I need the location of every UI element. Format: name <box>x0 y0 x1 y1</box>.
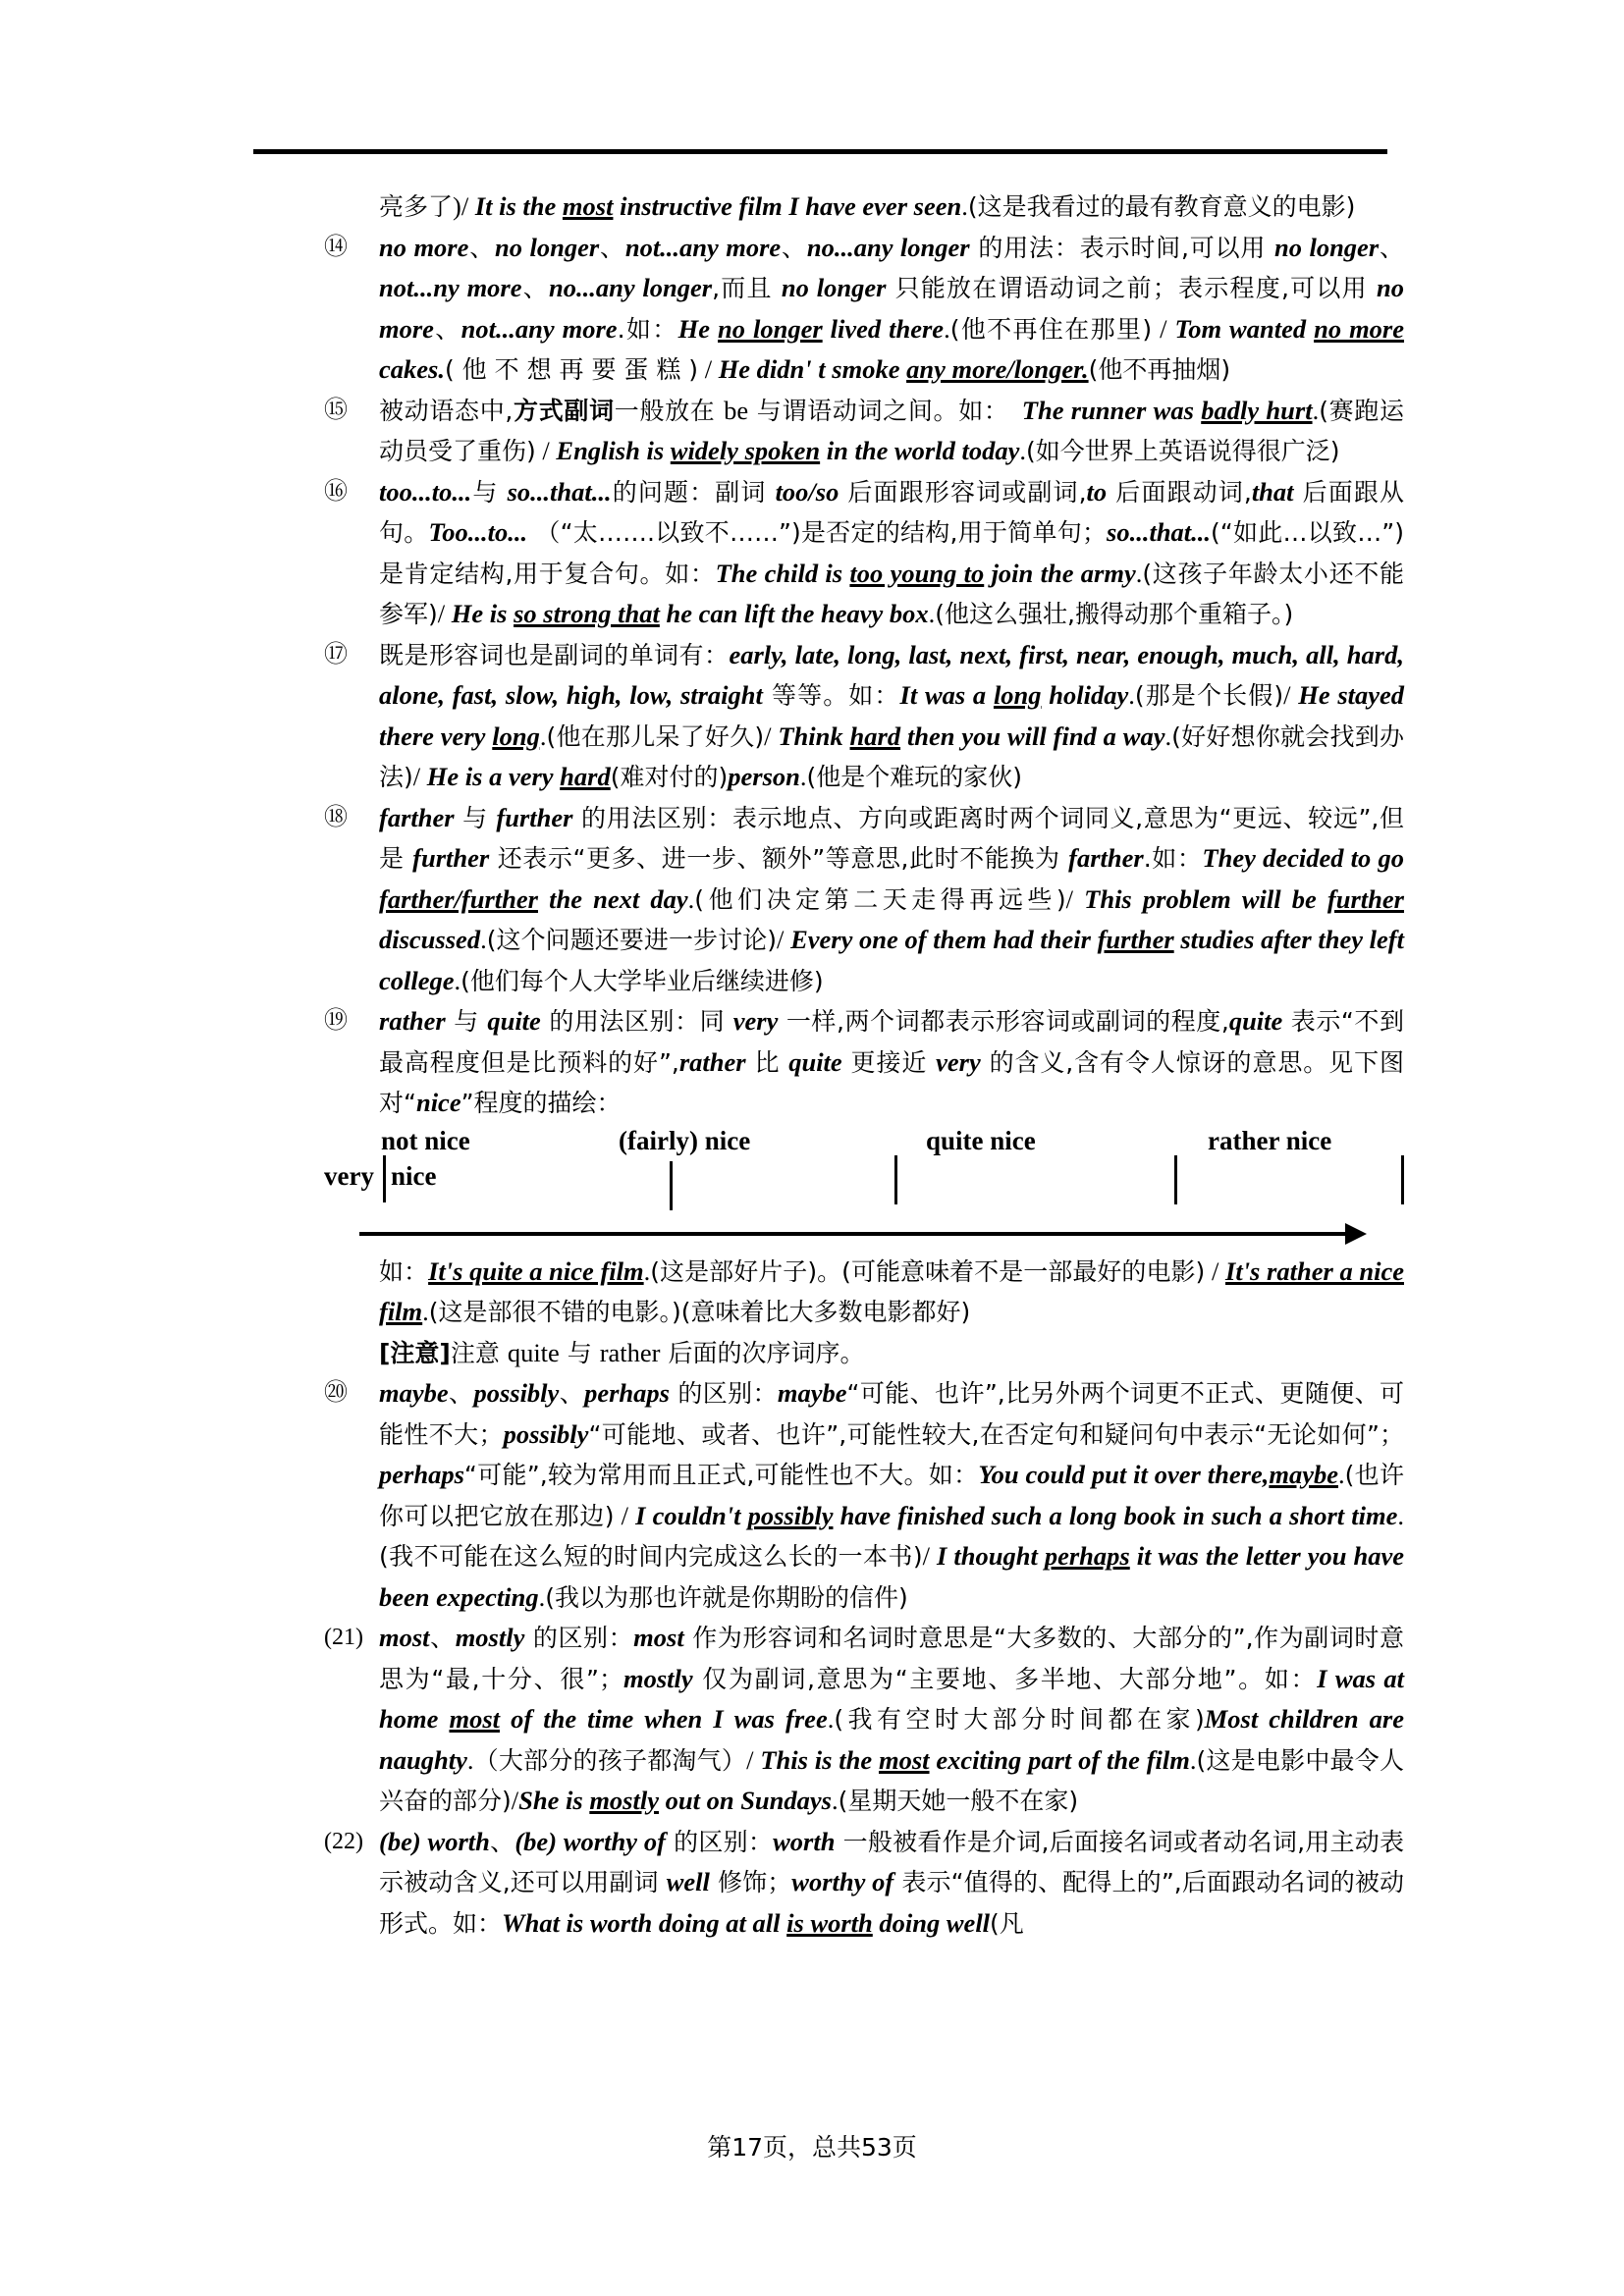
emphasis-underlined-text: most <box>449 1704 500 1734</box>
inline-text: (be) worthy of <box>514 1826 666 1856</box>
inline-text: (我以为那也许就是你期盼的信件) <box>545 1582 908 1612</box>
inline-text: （大部分的孩子都淘气） <box>473 1745 747 1775</box>
inline-text: no more <box>379 232 469 262</box>
inline-text: He is <box>451 599 514 628</box>
inline-text: She is <box>518 1786 590 1815</box>
inline-text: have finished such a long book in such a short time <box>833 1500 1398 1530</box>
inline-text: ”程度的描绘： <box>460 1089 622 1117</box>
inline-text: (“如此…以致…”)是肯定结构,用于复合句。如： <box>379 518 1404 588</box>
inline-text: / <box>412 762 427 791</box>
inline-text: (他是个难玩的家伙) <box>806 763 1023 791</box>
inline-text: / <box>764 721 779 751</box>
inline-text: so...that... <box>1107 517 1212 547</box>
inline-text: . <box>538 1581 546 1612</box>
inline-text: (这孩子年龄太小还不能参军) <box>379 559 1404 628</box>
inline-text: person <box>728 762 800 791</box>
document-body <box>324 187 1404 1944</box>
inline-text: it was the letter you have been expecting <box>379 1541 1404 1612</box>
inline-text: early, late, long, last, next, first, near, enough, much, all, hard, alone, fast, slow, high, low, straight <box>379 639 1404 710</box>
inline-text: 如： <box>379 1256 429 1286</box>
inline-text: .如： <box>617 314 678 344</box>
inline-text: cakes. <box>379 354 445 384</box>
emphasis-underlined-text: long <box>492 721 540 751</box>
inline-text: studies after they left college <box>379 925 1404 995</box>
inline-text: . <box>1312 395 1320 425</box>
emphasis-underlined-text: badly hurt <box>1201 395 1313 425</box>
paragraph <box>324 472 1404 635</box>
inline-text: (这个问题还要进一步讨论) <box>486 926 778 954</box>
emphasis-underlined-text: long <box>993 680 1042 710</box>
inline-text: 还表示“更多、进一步、额外”等意思,此时不能换为 <box>489 844 1069 873</box>
emphasis-underlined-text: It's rather a nice film <box>379 1255 1404 1326</box>
inline-text: 更接近 <box>841 1047 937 1077</box>
inline-text: He stayed there very <box>379 680 1405 751</box>
inline-text: What is worth doing at all <box>502 1907 787 1938</box>
inline-text: 的问题：副词 <box>611 477 776 507</box>
list-item-marker: ⑭ <box>324 234 348 260</box>
inline-text: 与谓语动词之间。如： <box>748 396 1022 425</box>
inline-text: (如今世界上英语说得很广泛) <box>1025 437 1340 465</box>
inline-text: He <box>677 313 718 344</box>
inline-text: (他们决定第二天走得再远些) <box>694 884 1066 914</box>
inline-text: very <box>732 1006 779 1036</box>
inline-text: . <box>466 1744 474 1775</box>
inline-text: 的用法：表示时间,可以用 <box>969 233 1275 262</box>
inline-text: 的区别： <box>670 1379 778 1408</box>
inline-text: 注意 <box>450 1338 508 1367</box>
inline-text: You could put it over there, <box>978 1460 1270 1489</box>
inline-text: 表示“值得的、配得上的”,后面跟动名词的被动形式。如： <box>379 1868 1404 1938</box>
inline-text: 一样,两个词都表示形容词或副词的程度, <box>778 1007 1229 1036</box>
inline-text: . <box>1128 680 1135 710</box>
inline-text: perhaps <box>584 1378 670 1408</box>
inline-text: nice <box>415 1088 461 1117</box>
inline-text: 、 <box>781 233 807 262</box>
inline-text: 既是形容词也是副词的单词有： <box>379 640 730 669</box>
inline-text: He is a very <box>426 762 561 791</box>
inline-text: . <box>687 883 695 914</box>
paragraph <box>324 1001 1404 1124</box>
inline-text: [注意] <box>379 1338 451 1367</box>
inline-text: be <box>724 395 749 425</box>
inline-text: （“太…….以致不……”)是否定的结构,用于简单句； <box>527 518 1108 547</box>
scale-tick-mark <box>383 1155 386 1202</box>
inline-text: 、 <box>489 1827 515 1856</box>
inline-text: 与 <box>445 1007 488 1036</box>
inline-text: 与 <box>471 477 508 507</box>
inline-text: further <box>496 802 573 832</box>
inline-text: rather <box>599 1337 661 1367</box>
scale-label: not nice <box>381 1125 470 1155</box>
inline-text: (be) worth <box>379 1826 490 1856</box>
emphasis-underlined-text: maybe <box>1269 1460 1338 1489</box>
list-item-marker: ⑰ <box>324 641 348 667</box>
inline-text: I couldn't <box>635 1500 748 1530</box>
emphasis-underlined-text: most <box>878 1744 930 1775</box>
inline-text: This problem will be <box>1084 883 1327 914</box>
inline-text: quite <box>1228 1006 1283 1036</box>
emphasis-underlined-text: any more/longer. <box>906 354 1089 384</box>
inline-text: instructive film I have ever seen <box>613 191 962 221</box>
inline-text: Every one of them had their <box>790 925 1098 954</box>
inline-text: 后面跟从句。 <box>379 477 1404 547</box>
inline-text: . <box>454 965 461 995</box>
inline-text: 、 <box>599 233 625 262</box>
inline-text: . <box>539 721 547 751</box>
inline-text: (好好想你就会找到办法) <box>379 721 1404 791</box>
inline-text: (星期天她一般不在家) <box>838 1787 1079 1815</box>
inline-text: 与 <box>454 803 497 832</box>
inline-text: “可能、也许”,比另外两个词更不正式、更随便、可能性不大； <box>379 1379 1404 1449</box>
inline-text: . <box>1019 436 1026 465</box>
scale-tick-mark <box>670 1161 673 1210</box>
emphasis-underlined-text: It's quite a nice film <box>428 1255 644 1286</box>
list-item-marker: ⑯ <box>324 478 348 505</box>
paragraph <box>324 1822 1404 1945</box>
inline-text: ( 他 不 想 再 要 蛋 糕 ) <box>444 355 699 384</box>
scale-label: rather nice <box>1208 1125 1332 1155</box>
emphasis-underlined-text: widely spoken <box>670 436 821 465</box>
inline-text: 的用法区别：表示地点、方向或距离时两个词同义,意思为“更远、较远”,但是 <box>379 803 1404 873</box>
emphasis-underlined-text: most <box>562 191 614 221</box>
scale-label: (fairly) nice <box>619 1125 751 1155</box>
inline-text: (我有空时大部分时间都在家) <box>834 1705 1205 1734</box>
inline-text: 作为形容词和名词时意思是“大多数的、大部分的”,作为副词时意思为“最,十分、很”； <box>379 1624 1404 1693</box>
inline-text: 、 <box>468 233 496 262</box>
inline-text: Think <box>778 721 850 751</box>
inline-text: . <box>643 1255 651 1286</box>
inline-text: 、 <box>429 1624 456 1652</box>
inline-text: . <box>1397 1500 1404 1530</box>
emphasis-underlined-text: possibly <box>747 1500 834 1530</box>
inline-text: . <box>1338 1460 1345 1489</box>
nice-degree-scale-diagram <box>324 1126 1404 1252</box>
paragraph <box>324 228 1404 391</box>
inline-text: / <box>777 925 791 954</box>
inline-text: / <box>437 599 452 628</box>
inline-text: not...ny more <box>379 273 522 302</box>
inline-text: English is <box>556 436 671 465</box>
inline-text: 一般放在 <box>614 396 725 425</box>
list-item-marker: (22) <box>324 1828 363 1854</box>
inline-text: no...any longer <box>548 273 713 302</box>
inline-text: 、 <box>448 1379 474 1408</box>
inline-text: (这是部很不错的电影。)(意味着比大多数电影都好) <box>428 1298 971 1326</box>
inline-text: mostly <box>455 1623 525 1652</box>
inline-text: so...that... <box>507 476 612 507</box>
paragraph <box>324 1333 1404 1374</box>
inline-text: “可能”,较为常用而且正式,可能性也不大。如： <box>463 1461 979 1489</box>
inline-text: 的区别： <box>524 1624 634 1652</box>
inline-text: not...any more <box>460 313 618 344</box>
inline-text: no longer <box>495 232 600 262</box>
inline-text: . <box>422 1297 429 1326</box>
list-item-marker: (21) <box>324 1625 363 1650</box>
inline-text: (他们每个人大学毕业后继续进修) <box>460 966 824 995</box>
scale-tick-mark <box>894 1155 897 1204</box>
inline-text: . <box>944 313 950 344</box>
inline-text: (也许你可以把它放在那边) <box>379 1461 1404 1530</box>
inline-text: 比 <box>745 1047 789 1077</box>
inline-text: 、 <box>1379 233 1404 262</box>
inline-text: 后面跟形容词或副词, <box>839 477 1087 507</box>
inline-text: (这是我看过的最有教育意义的电影) <box>967 192 1356 221</box>
inline-text: 亮多了 <box>379 192 454 221</box>
inline-text: 修饰； <box>709 1868 792 1896</box>
inline-text: out on Sundays <box>658 1786 832 1815</box>
inline-text: 后面的次序词序。 <box>660 1338 865 1367</box>
inline-text: 后面跟动词, <box>1107 477 1252 507</box>
inline-text: most <box>633 1623 684 1652</box>
inline-text: / <box>511 1786 519 1815</box>
inline-text: very <box>936 1046 981 1077</box>
emphasis-underlined-text: perhaps <box>1044 1541 1130 1571</box>
inline-text: The runner was <box>1021 395 1202 425</box>
inline-text: further <box>412 843 490 873</box>
inline-text: (他在那儿呆了好久) <box>546 721 765 751</box>
list-item-marker: ⑱ <box>324 804 348 830</box>
inline-text: maybe <box>777 1378 847 1408</box>
inline-text: It was a <box>899 680 994 710</box>
inline-text: in the world today <box>820 436 1020 465</box>
inline-text: I thought <box>937 1541 1045 1571</box>
inline-text: (赛跑运动员受了重伤) <box>379 396 1404 465</box>
inline-text: (凡 <box>990 1908 1024 1938</box>
inline-text: .如： <box>1143 844 1203 873</box>
inline-text: 一般被看作是介词,后面接名词或者动名词,用主动表示被动含义,还可以用副词 <box>379 1827 1405 1896</box>
inline-text: farther <box>1068 843 1144 873</box>
paragraph <box>324 1373 1404 1618</box>
emphasis-underlined-text: hard <box>560 762 611 791</box>
inline-text: the next day <box>537 883 688 914</box>
inline-text: that <box>1251 476 1294 507</box>
inline-text: / <box>1065 883 1085 914</box>
inline-text: . <box>799 762 807 791</box>
emphasis-underlined-text: no longer <box>718 313 823 344</box>
scale-axis-line <box>359 1232 1353 1236</box>
inline-text: It is the <box>474 191 563 221</box>
inline-text: / <box>1152 313 1175 344</box>
list-item-marker: ⑲ <box>324 1008 348 1034</box>
inline-text: / <box>698 354 719 384</box>
emphasis-underlined-text: further <box>1326 883 1404 914</box>
inline-text: maybe <box>379 1378 449 1408</box>
scale-tick-mark <box>1401 1155 1404 1204</box>
emphasis-underlined-text: so strong that <box>514 599 660 628</box>
inline-text: Tom wanted <box>1174 313 1315 344</box>
inline-text: lived there <box>822 313 945 344</box>
inline-text: quite <box>507 1337 560 1367</box>
inline-text: This is the <box>760 1744 879 1775</box>
emphasis-underlined-text: too young to <box>849 558 985 588</box>
inline-text: (这是部好片子)。(可能意味着不是一部最好的电影) <box>650 1256 1206 1286</box>
inline-text: . <box>480 925 487 954</box>
inline-text: 被动语态中, <box>379 396 514 425</box>
inline-text: . <box>832 1786 839 1815</box>
inline-text: )/ <box>453 191 475 221</box>
inline-text: / <box>746 1744 761 1775</box>
inline-text: to <box>1086 476 1108 507</box>
inline-text: “可能地、或者、也许”,可能性较大,在否定句和疑问句中表示“无论如何”； <box>588 1419 1404 1449</box>
paragraph <box>324 798 1404 1002</box>
inline-text: I was at home <box>379 1663 1404 1734</box>
inline-text: perhaps <box>379 1460 464 1489</box>
inline-text: too...to... <box>379 476 472 507</box>
inline-text: not...any more <box>624 232 782 262</box>
list-item-marker: ⑮ <box>324 397 348 423</box>
inline-text: (我不可能在这么短的时间内完成这么长的一本书) <box>379 1542 923 1571</box>
inline-text: . <box>1135 558 1143 588</box>
inline-text: / <box>1283 680 1299 710</box>
inline-text: he can lift the heavy box <box>659 599 929 628</box>
inline-text: 与 <box>559 1338 600 1367</box>
inline-text: no longer <box>781 273 887 302</box>
inline-text: 方式副词 <box>513 396 615 425</box>
inline-text: (这是电影中最令人兴奋的部分) <box>379 1745 1404 1815</box>
inline-text: 表示“不到最高程度但是比预料的好”, <box>379 1007 1404 1077</box>
inline-text: (那是个长假) <box>1134 681 1284 710</box>
inline-text: then you will find a way <box>900 721 1165 751</box>
inline-text: of the time when I was free <box>500 1704 828 1734</box>
paragraph <box>324 635 1404 798</box>
scale-arrow-head-icon <box>1345 1223 1367 1245</box>
paragraph <box>324 187 1404 228</box>
emphasis-underlined-text: no more <box>1314 313 1405 344</box>
inline-text: . <box>827 1704 835 1734</box>
paragraph <box>324 1252 1404 1333</box>
scale-label: nice <box>391 1160 437 1191</box>
header-divider-rule <box>253 149 1387 154</box>
inline-text: worthy of <box>791 1867 894 1896</box>
page-footer: 第17页，总共53页 <box>707 2133 917 2162</box>
inline-text: / <box>1205 1255 1226 1286</box>
emphasis-underlined-text: mostly <box>589 1786 659 1815</box>
inline-text: holiday <box>1041 680 1129 710</box>
inline-text: . <box>961 191 968 221</box>
inline-text: (他这么强壮,搬得动那个重箱子。) <box>935 600 1294 628</box>
inline-text: 的含义,含有令人惊讶的意思。见下图对“ <box>379 1047 1404 1117</box>
inline-text: no...any longer <box>806 232 970 262</box>
inline-text: . <box>928 599 936 628</box>
inline-text: They decided to go <box>1202 843 1404 873</box>
inline-text: 、 <box>433 314 461 344</box>
inline-text: well <box>666 1867 710 1896</box>
scale-tick-mark <box>1174 1155 1177 1204</box>
paragraph <box>324 1618 1404 1822</box>
inline-text: mostly <box>623 1663 693 1693</box>
inline-text: Most children are naughty <box>379 1704 1404 1775</box>
emphasis-underlined-text: farther/further <box>379 883 538 914</box>
inline-text: 、 <box>559 1379 585 1408</box>
inline-text: He didn' t smoke <box>718 354 907 384</box>
inline-text: (难对付的) <box>610 763 729 791</box>
inline-text: no more <box>379 273 1404 344</box>
inline-text: 仅为副词,意思为“主要地、多半地、大部分地”。如： <box>692 1664 1318 1693</box>
inline-text: . <box>1164 721 1172 751</box>
list-item-marker: ⑳ <box>324 1380 348 1406</box>
emphasis-underlined-text: further <box>1097 925 1174 954</box>
inline-text: 的用法区别：同 <box>540 1007 733 1036</box>
inline-text: doing well <box>872 1907 991 1938</box>
inline-text: exciting part of the film <box>929 1744 1190 1775</box>
inline-text: most <box>379 1623 430 1652</box>
inline-text: quite <box>788 1046 842 1077</box>
inline-text: too/so <box>775 476 839 507</box>
inline-text: no longer <box>1274 232 1380 262</box>
inline-text: 、 <box>521 274 549 302</box>
inline-text: worth <box>773 1826 836 1856</box>
inline-text: 只能放在谓语动词之前；表示程度,可以用 <box>886 274 1377 302</box>
inline-text: Too...to... <box>428 517 528 547</box>
emphasis-underlined-text: is worth <box>786 1907 873 1938</box>
inline-text: 等等。如： <box>762 681 900 710</box>
inline-text: / <box>614 1500 636 1530</box>
inline-text: ,而且 <box>712 274 782 302</box>
inline-text: (他不再抽烟) <box>1088 355 1231 384</box>
inline-text: rather <box>379 1006 446 1036</box>
inline-text: farther <box>379 802 455 832</box>
inline-text: possibly <box>473 1378 560 1408</box>
inline-text: . <box>1189 1744 1197 1775</box>
inline-text: join the army <box>984 558 1136 588</box>
inline-text: / <box>535 436 557 465</box>
inline-text: discussed <box>379 925 481 954</box>
inline-text: (他不再住在那里) <box>949 314 1153 344</box>
inline-text: / <box>922 1541 938 1571</box>
inline-text: The child is <box>715 558 850 588</box>
inline-text: possibly <box>503 1418 589 1449</box>
emphasis-underlined-text: hard <box>849 721 901 751</box>
scale-label: very <box>324 1160 374 1191</box>
inline-text: quite <box>487 1006 541 1036</box>
inline-text: 的区别： <box>665 1827 774 1856</box>
inline-text: rather <box>678 1046 746 1077</box>
scale-label: quite nice <box>926 1125 1036 1155</box>
paragraph <box>324 391 1404 472</box>
